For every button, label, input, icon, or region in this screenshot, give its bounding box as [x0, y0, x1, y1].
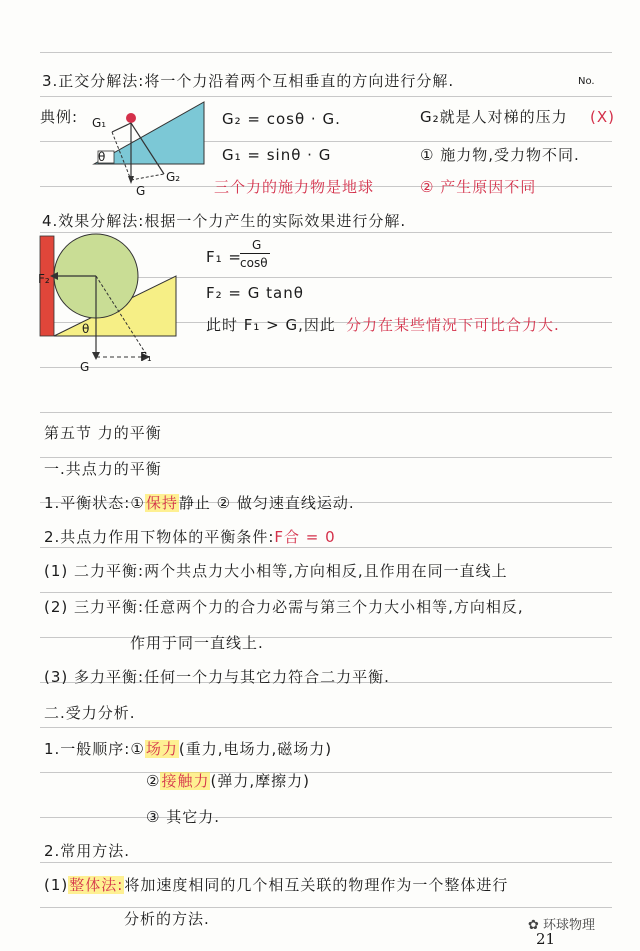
- conclusion-plain: 此时 F₁ > G,因此: [206, 316, 336, 334]
- cross-mark: (X): [590, 108, 615, 126]
- point-2: ② 产生原因不同: [420, 178, 537, 196]
- fig1-label-g1: G₁: [92, 116, 107, 130]
- multi-force-balance: (3) 多力平衡:任何一个力与其它力符合二力平衡.: [44, 668, 390, 686]
- subsection-1: 一.共点力的平衡: [44, 460, 162, 478]
- two-force-balance: (1) 二力平衡:两个共点力大小相等,方向相反,且作用在同一直线上: [44, 562, 508, 580]
- equilibrium-condition: [44, 528, 336, 546]
- method1-rest: 将加速度相同的几个相互关联的物理作为一个整体进行: [124, 876, 509, 894]
- fig2-label-f1: F₁: [140, 350, 152, 364]
- wechat-icon: ✿: [528, 918, 539, 933]
- section5-title: 第五节 力的平衡: [44, 424, 162, 442]
- order-prefix: 1.一般顺序:①: [44, 740, 145, 758]
- point-1: ① 施力物,受力物不同.: [420, 146, 580, 164]
- method-1: [44, 876, 508, 894]
- order-line-2: [146, 772, 310, 790]
- state-rest: 静止 ② 做匀速直线运动.: [178, 494, 355, 512]
- method-title: 2.常用方法.: [44, 842, 131, 860]
- rule-line: [40, 862, 612, 863]
- three-force-balance-1: (2) 三力平衡:任意两个力的合力必需与第三个力大小相等,方向相反,: [44, 598, 524, 616]
- order-line-1: [44, 740, 332, 758]
- rule-line: [40, 592, 612, 593]
- subsection-2: 二.受力分析.: [44, 704, 136, 722]
- rule-line: [40, 412, 612, 413]
- g1-formula: G₁ = sinθ · G: [222, 146, 332, 164]
- f2-formula: F₂ = G tanθ: [206, 284, 304, 302]
- ball-wedge-figure: [38, 232, 188, 362]
- fig2-label-f2: F₂: [38, 272, 50, 286]
- equilibrium-state: [44, 494, 355, 512]
- order-item2-rest: (弹力,摩擦力): [210, 772, 310, 790]
- incline-ladder-figure: [86, 96, 216, 196]
- section3-title: 3.正交分解法:将一个力沿着两个互相垂直的方向进行分解.: [42, 72, 455, 90]
- page-number: 21: [536, 930, 556, 948]
- order-item1-rest: (重力,电场力,磁场力): [178, 740, 333, 758]
- section4-title: 4.效果分解法:根据一个力产生的实际效果进行分解.: [42, 212, 407, 230]
- state-prefix: 1.平衡状态:①: [44, 494, 145, 512]
- rule-line: [40, 52, 612, 53]
- three-force-balance-2: 作用于同一直线上.: [130, 634, 264, 652]
- page-no-label: No.: [578, 76, 595, 87]
- fig1-label-theta: θ: [98, 150, 106, 164]
- f1-formula-lhs: F₁ =: [206, 248, 242, 266]
- condition-prefix: 2.共点力作用下物体的平衡条件:: [44, 528, 275, 546]
- rule-line: [40, 907, 612, 908]
- fig1-label-g: G: [136, 184, 146, 198]
- rule-line: [40, 727, 612, 728]
- order-line-3: ③ 其它力.: [146, 808, 220, 826]
- red-note-earth: 三个力的施力物是地球: [214, 178, 375, 196]
- fig1-label-g2: G₂: [166, 170, 181, 184]
- fig2-label-theta: θ: [82, 322, 90, 336]
- g2-formula: G₂ = cosθ · G.: [222, 110, 341, 128]
- method-1-line-2: 分析的方法.: [124, 910, 210, 928]
- rule-line: [40, 817, 612, 818]
- rule-line: [40, 457, 612, 458]
- rule-line: [40, 637, 612, 638]
- watermark-text: 环球物理: [543, 918, 596, 933]
- rule-line: [40, 772, 612, 773]
- order-item1-highlight: 场力: [145, 740, 178, 758]
- f1-numerator: G: [252, 238, 262, 252]
- rule-line: [40, 547, 612, 548]
- fig2-label-g: G: [80, 360, 90, 374]
- order-item2-prefix: ②: [146, 772, 161, 790]
- method1-highlight: 整体法:: [69, 876, 124, 894]
- f1-denominator: cosθ: [240, 256, 268, 270]
- conclusion-red: 分力在某些情况下可比合力大.: [346, 316, 560, 334]
- fraction-bar: [240, 253, 270, 254]
- rule-line: [40, 367, 612, 368]
- g2-note: G₂就是人对梯的压力: [420, 108, 568, 126]
- state-highlight: 保持: [145, 494, 178, 512]
- method1-prefix: (1): [44, 876, 69, 894]
- condition-red: F合 = 0: [274, 528, 336, 546]
- example-label: 典例:: [40, 108, 79, 126]
- order-item2-highlight: 接触力: [161, 772, 210, 790]
